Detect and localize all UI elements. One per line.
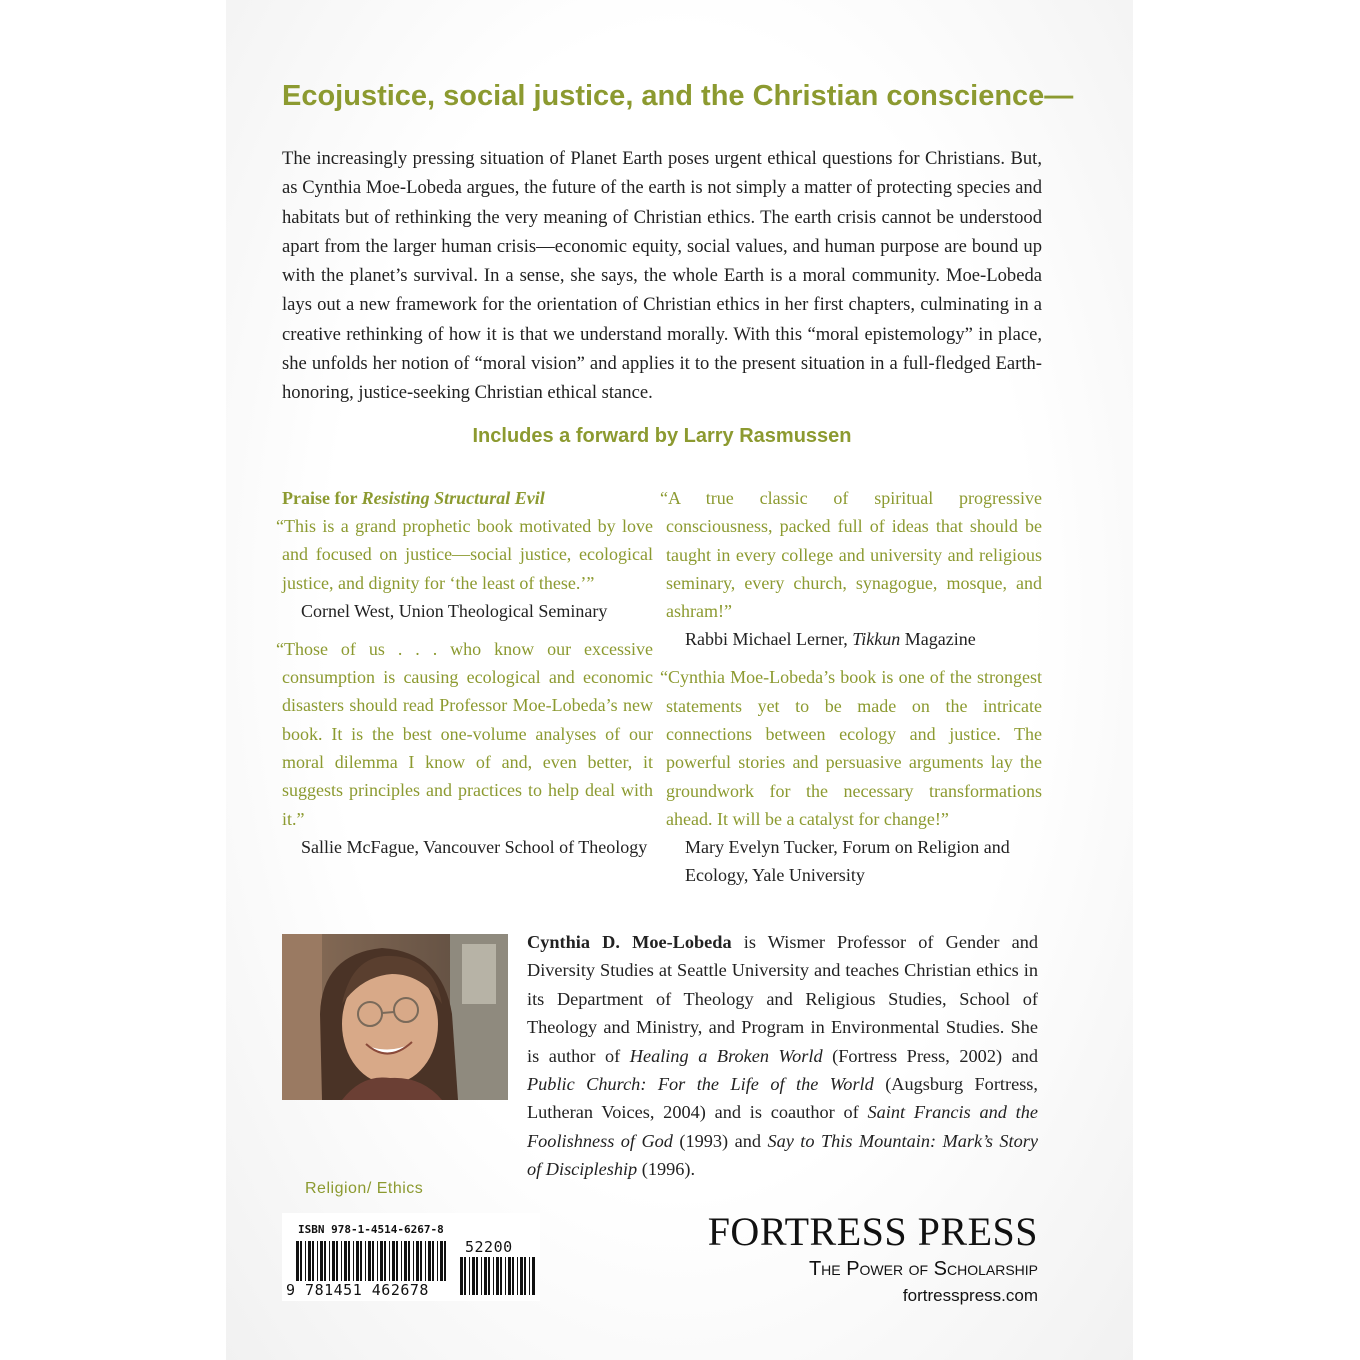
bio-text: (1993) and xyxy=(672,1130,768,1151)
attribution-publication: Tikkun xyxy=(852,629,901,650)
praise-heading-prefix: Praise for xyxy=(282,488,362,508)
praise-column-left xyxy=(276,484,653,861)
headline: Ecojustice, social justice, and the Christian conscience— xyxy=(282,80,1074,112)
book-title: Healing a Broken World xyxy=(629,1045,823,1066)
bio-text: (Fortress Press, 2002) and xyxy=(822,1045,1038,1066)
bio-text: is Wismer Professor of Gender and Diversity Studies at Seattle University and teaches Christian ethics in its Department of Theology and Religious Studies, School of Theology and Ministry, and Program in Environmental Studies. She is author of xyxy=(527,932,1038,1066)
publisher-name: FORTRESS PRESS xyxy=(707,1209,1038,1254)
publisher-url: fortresspress.com xyxy=(902,1286,1038,1305)
bio-text: (Augsburg Fortress, Lutheran Voices, 2004) and is coauthor of xyxy=(527,1074,1038,1123)
author-photo xyxy=(282,934,508,1100)
isbn-barcode xyxy=(282,1213,540,1301)
praise-heading-title: Resisting Structural Evil xyxy=(361,488,545,508)
book-description: The increasingly pressing situation of Planet Earth poses urgent ethical questions for Christians. But, as Cynthia Moe-Lobeda argues, the future of the earth is not simply a matter of protecting species and habitats but of rethinking the very meaning of Christian ethics. The earth crisis cannot be understood apart from the larger human crisis—economic equity, social values, and human purpose are bound up with the planet’s survival. In a sense, she says, the whole Earth is a moral community. Moe-Lobeda lays out a new framework for the orientation of Christian ethics in her first chapters, culminating in a creative rethinking of how it is that we understand morally. With this “moral epistemology” in place, she unfolds her notion of “moral vision” and applies it to the present situation in a full-fledged Earth-honoring, justice-seeking Christian ethical stance. xyxy=(282,148,1042,404)
price-code: 52200 xyxy=(465,1238,513,1256)
barcode-digits: 9 781451 462678 xyxy=(286,1281,429,1299)
praise-column-right xyxy=(660,484,1042,889)
praise-quote: “Cynthia Moe-Lobeda’s book is one of the strongest statements yet to be made on the intricate connections between ecology and justice. The powerful stories and persuasive arguments lay the groundwork for the necessary transformations ahead. It will be a catalyst for change!” xyxy=(660,667,1042,829)
praise-attribution xyxy=(666,625,1042,653)
praise-heading xyxy=(282,484,653,512)
book-title: Saint Francis and the Foolishness of God xyxy=(527,1102,1038,1151)
author-name: Cynthia D. Moe-Lobeda xyxy=(527,932,732,952)
publisher-logo xyxy=(708,1208,1038,1310)
author-bio xyxy=(527,928,1038,1184)
category-label: Religion/ Ethics xyxy=(305,1180,424,1197)
publisher-tagline: The Power of Scholarship xyxy=(808,1258,1038,1280)
attribution-rest: Magazine xyxy=(900,629,976,650)
praise-attribution: Mary Evelyn Tucker, Forum on Religion and Ecology, Yale University xyxy=(685,837,1010,886)
bio-text: (1996). xyxy=(637,1159,696,1180)
praise-quote: “A true classic of spiritual progressive consciousness, packed full of ideas that should be taught in every college and university and religious seminary, every church, synagogue, mosque, and ashram!” xyxy=(660,488,1042,622)
attribution-name: Rabbi Michael Lerner, xyxy=(685,629,853,650)
praise-attribution: Sallie McFague, Vancouver School of Theology xyxy=(301,836,648,857)
forward-note: Includes a forward by Larry Rasmussen xyxy=(472,425,852,447)
praise-quote: “This is a grand prophetic book motivated by love and focused on justice—social justice, ecological justice, and dignity for ‘the least of these.’” xyxy=(276,516,653,593)
praise-quote: “Those of us . . . who know our excessive consumption is causing ecological and economic disasters should read Professor Moe-Lobeda’s new book. It is the best one-volume analyses of our moral dilemma I know of and, even better, it suggests principles and practices to help deal with it.” xyxy=(276,638,653,829)
book-title: Say to This Mountain: Mark’s Story of Discipleship xyxy=(527,1130,1038,1180)
book-title: Public Church: For the Life of the World xyxy=(527,1074,874,1095)
isbn-label: ISBN 978-1-4514-6267-8 xyxy=(298,1223,444,1236)
praise-attribution: Cornel West, Union Theological Seminary xyxy=(301,600,608,621)
